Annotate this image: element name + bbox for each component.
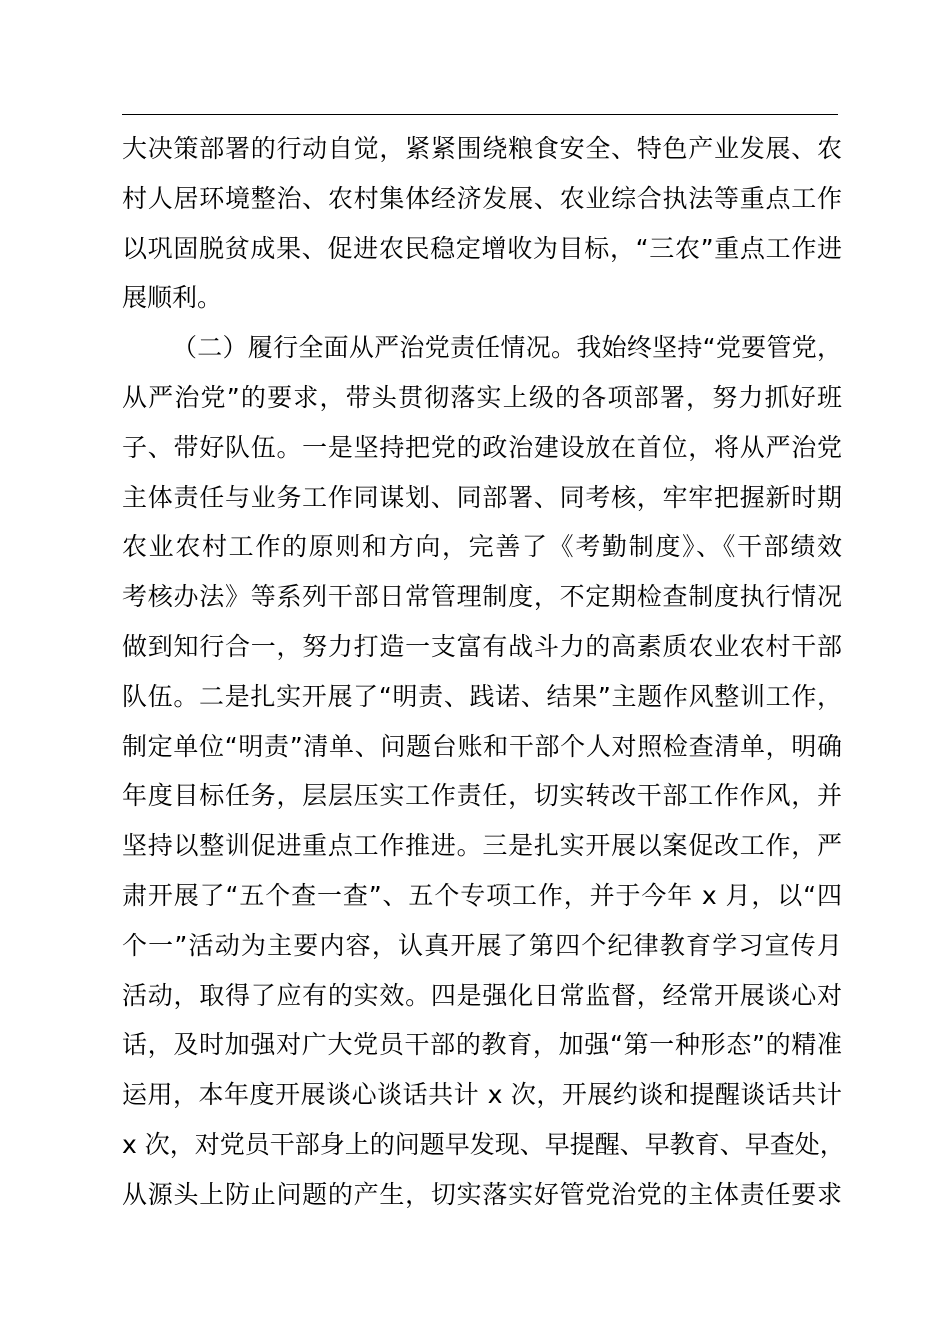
section-heading-line: （二）履行全面从严治党责任情况。我始终坚持“党要管党，: [172, 333, 842, 363]
text-line: 活动，取得了应有的实效。四是强化日常监督，经常开展谈心对: [122, 980, 842, 1010]
text-line: 做到知行合一，努力打造一支富有战斗力的高素质农业农村干部: [122, 631, 842, 661]
text-line: 展顺利。: [122, 283, 223, 313]
text-line: 年度目标任务，层层压实工作责任，切实转改干部工作作风，并: [122, 781, 842, 811]
text-line: 坚持以整训促进重点工作推进。三是扎实开展以案促改工作，严: [122, 831, 842, 861]
text-line: 从源头上防止问题的产生，切实落实好管党治党的主体责任要求: [122, 1179, 842, 1209]
text-line: 从严治党”的要求，带头贯彻落实上级的各项部署，努力抓好班: [122, 382, 842, 412]
text-line: 以巩固脱贫成果、促进农民稳定增收为目标，“三农”重点工作进: [122, 233, 842, 263]
text-line: 肃开展了“五个查一查”、五个专项工作，并于今年 x 月，以“四: [122, 880, 842, 910]
body-text: [122, 124, 845, 1220]
text-line: 考核办法》等系列干部日常管理制度，不定期检查制度执行情况: [122, 582, 842, 612]
text-line: 村人居环境整治、农村集体经济发展、农业综合执法等重点工作: [122, 183, 842, 213]
text-line: 主体责任与业务工作同谋划、同部署、同考核，牢牢把握新时期: [122, 482, 842, 512]
text-line: 农业农村工作的原则和方向，完善了《考勤制度》、《干部绩效: [122, 532, 842, 562]
text-line: 运用，本年度开展谈心谈话共计 x 次，开展约谈和提醒谈话共计: [122, 1080, 842, 1110]
text-line: 话，及时加强对广大党员干部的教育，加强“第一种形态”的精准: [122, 1030, 842, 1060]
text-line: 子、带好队伍。一是坚持把党的政治建设放在首位，将从严治党: [122, 432, 842, 462]
text-line: 大决策部署的行动自觉，紧紧围绕粮食安全、特色产业发展、农: [122, 134, 842, 163]
header-rule: [122, 114, 838, 115]
text-line: x 次，对党员干部身上的问题早发现、早提醒、早教育、早查处，: [122, 1129, 845, 1159]
text-line: 队伍。二是扎实开展了“明责、践诺、结果”主题作风整训工作，: [122, 681, 842, 711]
text-line: 制定单位“明责”清单、问题台账和干部个人对照检查清单，明确: [122, 731, 842, 761]
text-line: 个一”活动为主要内容，认真开展了第四个纪律教育学习宣传月: [122, 930, 842, 960]
